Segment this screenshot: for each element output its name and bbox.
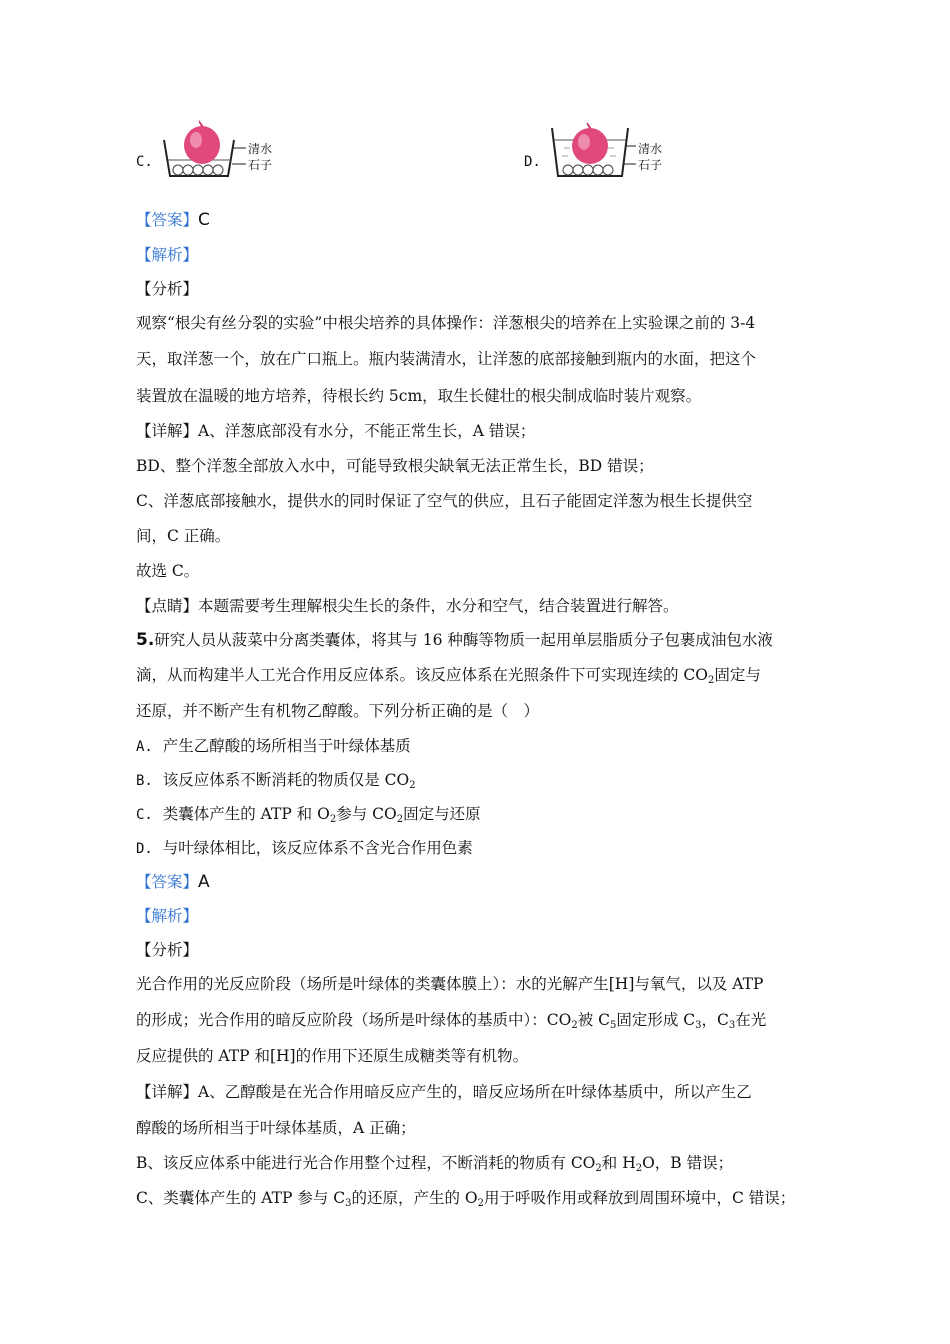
question-5-stem: 5.研究人员从菠菜中分离类囊体，将其与 16 种酶等物质一起用单层脂质分子包裹成油包水液 (136, 630, 773, 650)
fenxi-heading: 【分析】 (136, 280, 199, 298)
question-5-stem: 滴，从而构建半人工光合作用反应体系。该反应体系在光照条件下可实现连续的 $CO_2$固定与 (136, 666, 761, 686)
detail-line: C、类囊体产生的 ATP 参与 $C_3$的还原，产生的 $O_2$用于呼吸作用或释放到周围环境中，C 错误； (136, 1189, 796, 1209)
water-label: 清水 (638, 142, 663, 156)
option-d: D. 与叶绿体相比，该反应体系不含光合作用色素 (136, 839, 473, 857)
option-d-label: D. (524, 154, 541, 170)
stone-label: 石子 (638, 158, 663, 172)
analysis-line: 观察“根尖有丝分裂的实验”中根尖培养的具体操作：洋葱根尖的培养在上实验课之前的 3-4 (136, 314, 756, 332)
detail-line: B、该反应体系中能进行光合作用整个过程，不断消耗的物质有 $CO_2$和 $H_2O$，B 错误； (136, 1154, 734, 1174)
detail-line: BD、整个洋葱全部放入水中，可能导致根尖缺氧无法正常生长，BD 错误； (136, 457, 654, 475)
answer-line (136, 210, 210, 230)
option-b: B. 该反应体系不断消耗的物质仅是 $CO_2$ (136, 771, 416, 791)
detail-line: 【详解】A、洋葱底部没有水分，不能正常生长，A 错误； (136, 422, 536, 440)
detail-line: 醇酸的场所相当于叶绿体基质，A 正确； (136, 1119, 416, 1137)
onion-icon (184, 126, 220, 164)
jiexi-heading: 【解析】 (136, 907, 199, 925)
answer-line (136, 872, 210, 892)
stone-label: 石子 (248, 158, 273, 172)
analysis-line: 反应提供的 ATP 和[H]的作用下还原生成糖类等有机物。 (136, 1047, 529, 1065)
fenxi-heading: 【分析】 (136, 941, 199, 959)
jiexi-heading: 【解析】 (136, 246, 199, 264)
water-label: 清水 (248, 142, 273, 156)
option-c-label: C. (136, 154, 153, 170)
detail-line: 故选 C。 (136, 562, 200, 580)
option-a: A. 产生乙醇酸的场所相当于叶绿体基质 (136, 737, 411, 755)
analysis-line: 装置放在温暖的地方培养，待根长约 5cm，取生长健壮的根尖制成临时装片观察。 (136, 387, 702, 405)
detail-line: 间，C 正确。 (136, 527, 231, 545)
detail-line: 【详解】A、乙醇酸是在光合作用暗反应产生的，暗反应场所在叶绿体基质中，所以产生乙 (136, 1083, 752, 1101)
onion-icon (572, 128, 608, 164)
question-number: 5. (136, 630, 155, 650)
question-5-stem: 还原，并不断产生有机物乙醇酸。下列分析正确的是（ ） (136, 702, 540, 720)
answer-value: C (198, 210, 210, 230)
answer-value: A (198, 872, 210, 892)
detail-line: C、洋葱底部接触水，提供水的同时保证了空气的供应，且石子能固定洋葱为根生长提供空 (136, 492, 753, 510)
figure-c (136, 118, 286, 188)
analysis-line: 光合作用的光反应阶段（场所是叶绿体的类囊体膜上）：水的光解产生[H]与氧气，以及 ATP (136, 975, 764, 993)
answer-tag: 【答案】 (136, 873, 199, 891)
answer-tag: 【答案】 (136, 211, 199, 229)
dianjing-line: 【点睛】本题需要考生理解根尖生长的条件，水分和空气，结合装置进行解答。 (136, 597, 679, 615)
figure-d (524, 118, 674, 188)
option-c: C. 类囊体产生的 ATP 和 $O_2$参与 $CO_2$固定与还原 (136, 805, 481, 825)
analysis-line: 天，取洋葱一个，放在广口瓶上。瓶内装满清水，让洋葱的底部接触到瓶内的水面，把这个 (136, 350, 757, 368)
analysis-line: 的形成；光合作用的暗反应阶段（场所是叶绿体的基质中）：$CO_2$被 $C_5$固定形成 $C_3$，$C_3$在光 (136, 1011, 767, 1031)
